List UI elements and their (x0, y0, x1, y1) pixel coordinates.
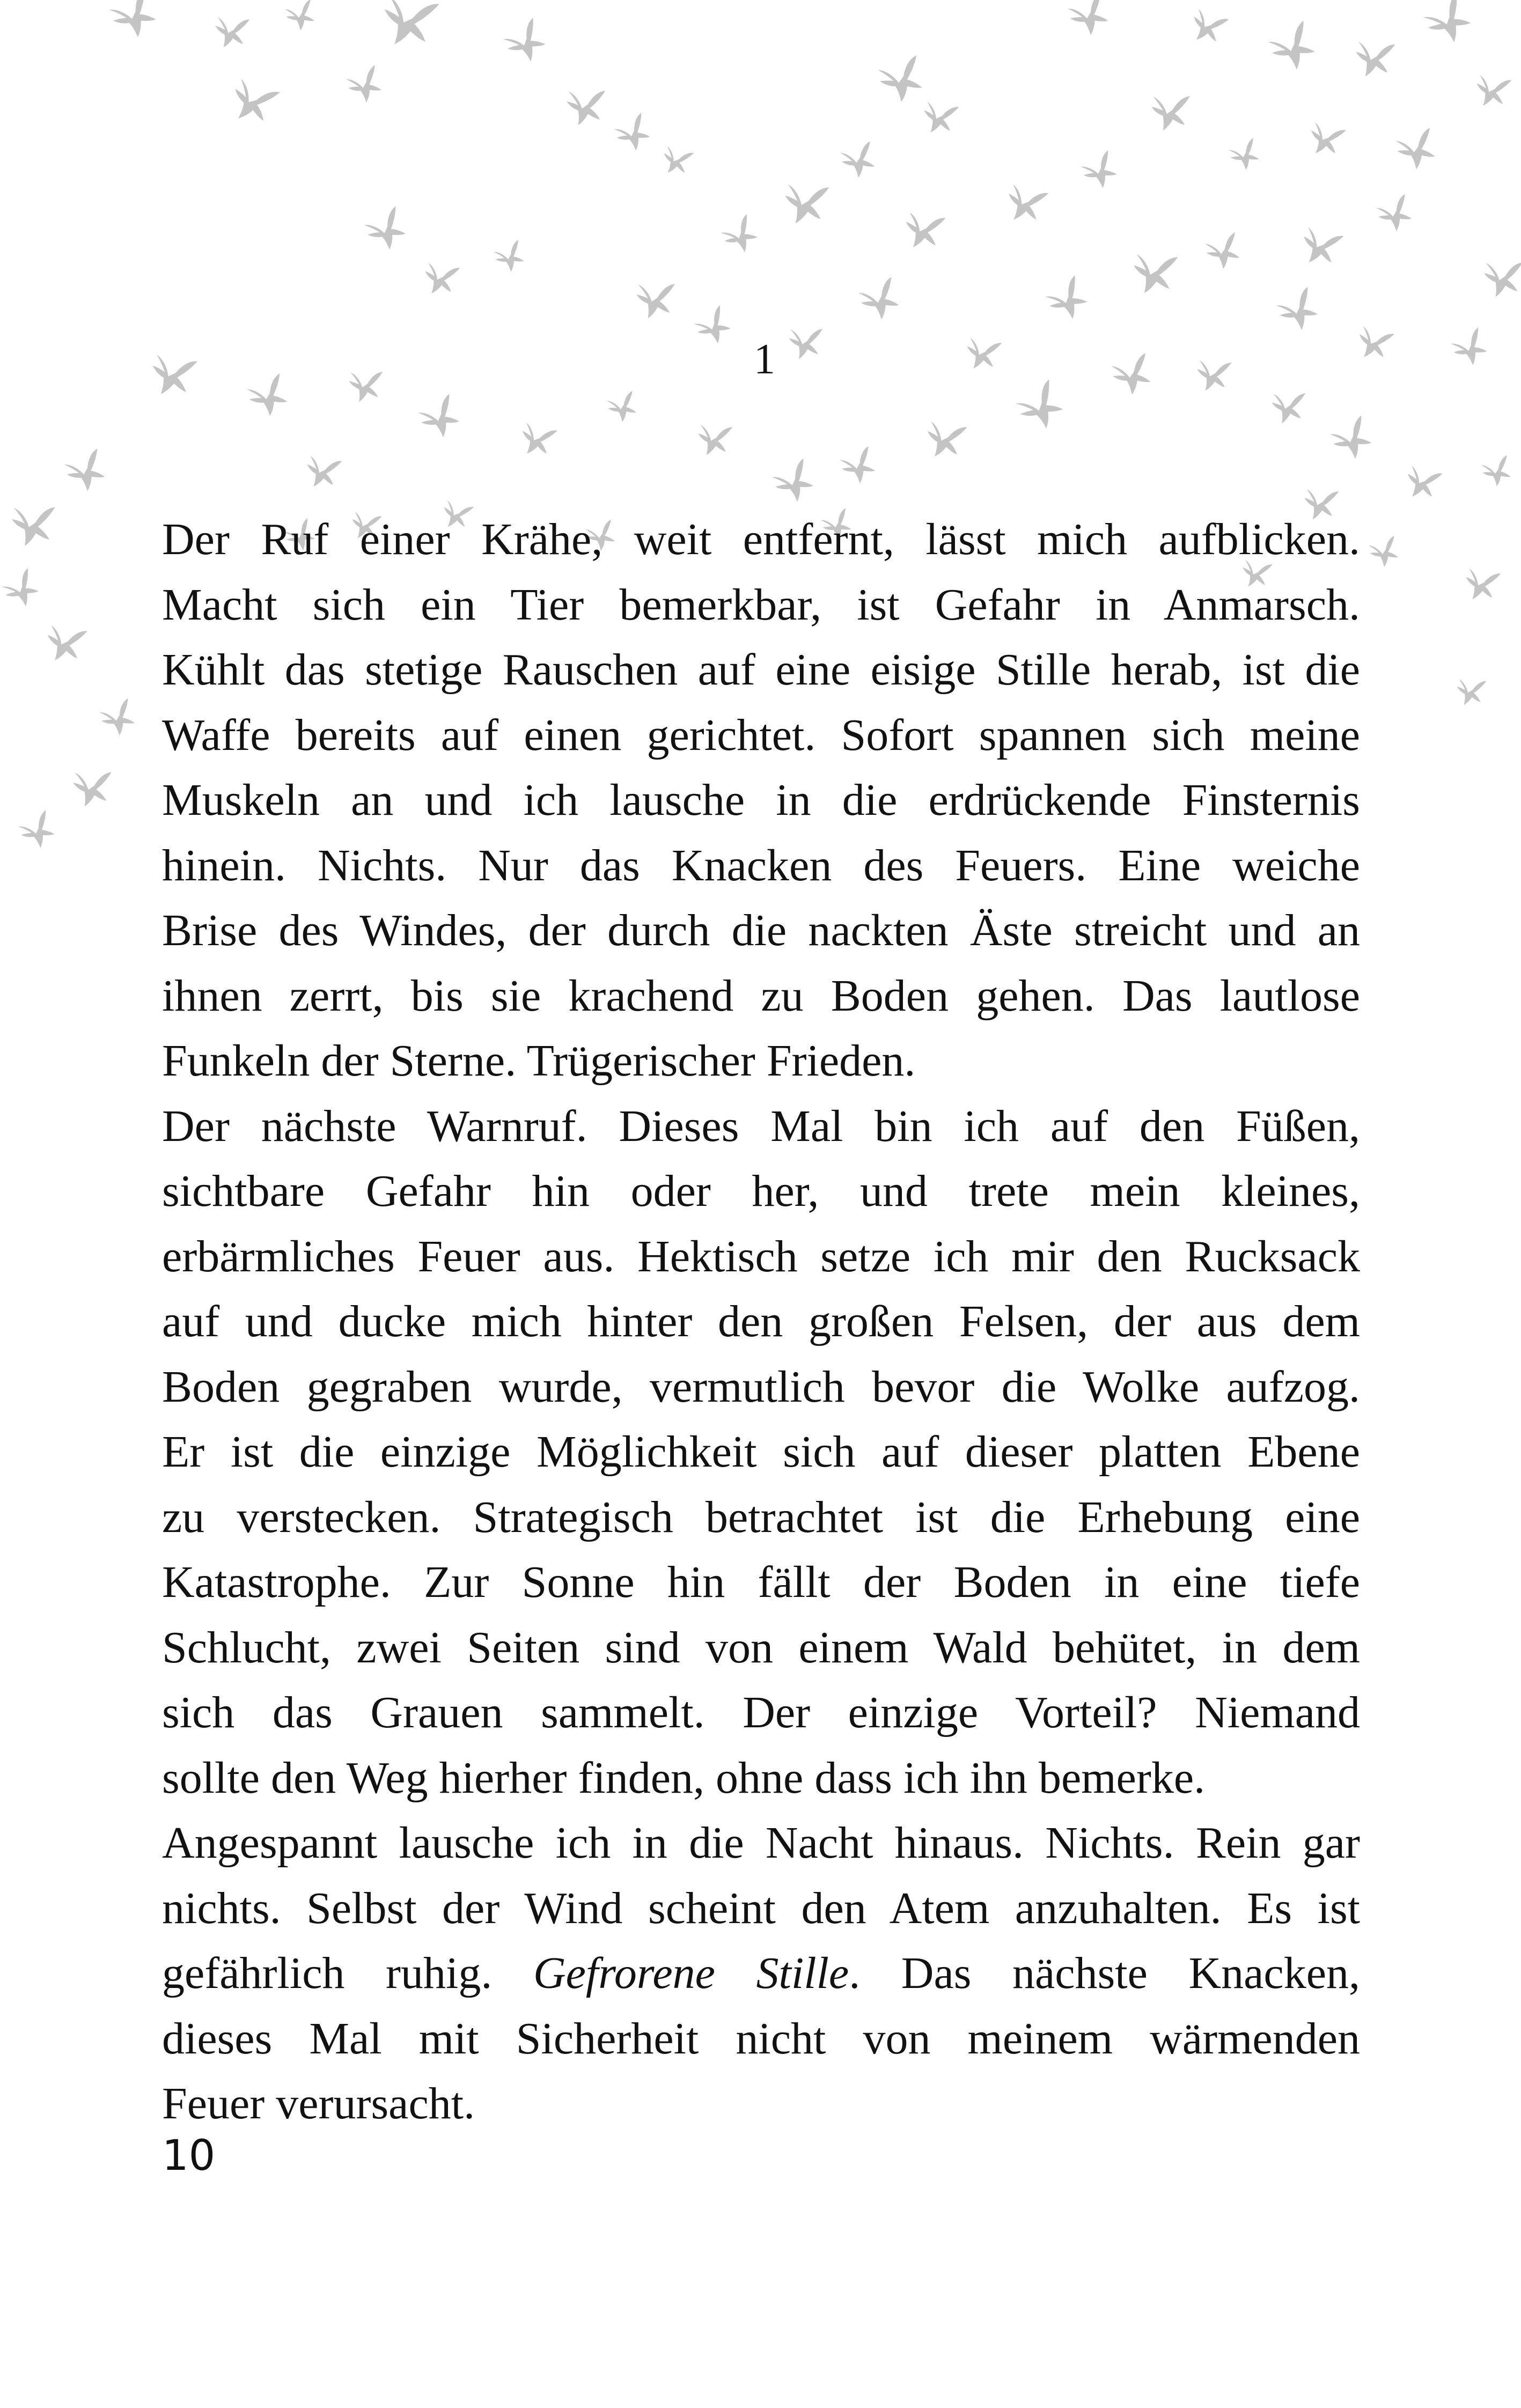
text-line: sich das Grauen sammelt. Der einzige Vorteil? Niemand (162, 1688, 1360, 1737)
paragraph-1 (162, 507, 1360, 1094)
text-line: erbärmliches Feuer aus. Hektisch setze ich mir den Rucksack (162, 1231, 1360, 1282)
text-line: hinein. Nichts. Nur das Knacken des Feuers. Eine weiche (162, 840, 1360, 890)
text-line: Boden gegraben wurde, vermutlich bevor die Wolke aufzog. (162, 1361, 1360, 1412)
text-line: Angespannt lausche ich in die Nacht hinaus. Nichts. Rein gar (162, 1818, 1360, 1868)
text-line: sichtbare Gefahr hin oder her, und trete mein kleines, (162, 1166, 1360, 1216)
chapter-number: 1 (754, 336, 775, 383)
text-line: dieses Mal mit Sicherheit nicht von meinem wärmenden (162, 2013, 1360, 2064)
text-line: Funkeln der Sterne. Trügerischer Frieden. (162, 1036, 916, 1086)
text-line-with-emphasis (162, 1941, 1360, 2006)
text-line: Muskeln an und ich lausche in die erdrückende Finsternis (162, 775, 1360, 825)
text-line: zu verstecken. Strategisch betrachtet ist die Erhebung eine (162, 1492, 1360, 1542)
text-line: Schlucht, zwei Seiten sind von einem Wald behütet, in dem (162, 1622, 1360, 1673)
text-line: sollte den Weg hierher finden, ohne dass ich ihn bemerke. (162, 1752, 1206, 1803)
paragraph-2 (162, 1094, 1360, 1811)
text-line: Der Ruf einer Krähe, weit entfernt, lässt mich aufblicken. (162, 514, 1360, 564)
text-segment: . Das nächste Knacken, (849, 1948, 1360, 1998)
text-line: Kühlt das stetige Rauschen auf eine eisige Stille herab, ist die (162, 645, 1360, 695)
text-line: Waffe bereits auf einen gerichtet. Sofort spannen sich meine (162, 710, 1360, 760)
text-line: Er ist die einzige Möglichkeit sich auf dieser platten Ebene (162, 1427, 1360, 1477)
text-line: Feuer verursacht. (162, 2079, 475, 2129)
text-line: nichts. Selbst der Wind scheint den Atem anzuhalten. Es ist (162, 1883, 1360, 1933)
paragraph-3 (162, 1810, 1360, 2137)
text-line: Der nächste Warnruf. Dieses Mal bin ich auf den Füßen, (162, 1101, 1360, 1151)
page-number: 10 (162, 2132, 216, 2180)
text-line: Brise des Windes, der durch die nackten Äste streicht und an (162, 905, 1360, 955)
text-segment: gefährlich ruhig. (162, 1948, 533, 1998)
emphasized-phrase: Gefrorene Stille (533, 1948, 849, 1998)
chapter-body-text (162, 507, 1360, 2137)
text-line: auf und ducke mich hinter den großen Felsen, der aus dem (162, 1297, 1360, 1346)
text-line: ihnen zerrt, bis sie krachend zu Boden gehen. Das lautlose (162, 970, 1360, 1021)
text-line: Macht sich ein Tier bemerkbar, ist Gefahr in Anmarsch. (162, 579, 1360, 630)
text-line: Katastrophe. Zur Sonne hin fällt der Boden in eine tiefe (162, 1557, 1360, 1607)
